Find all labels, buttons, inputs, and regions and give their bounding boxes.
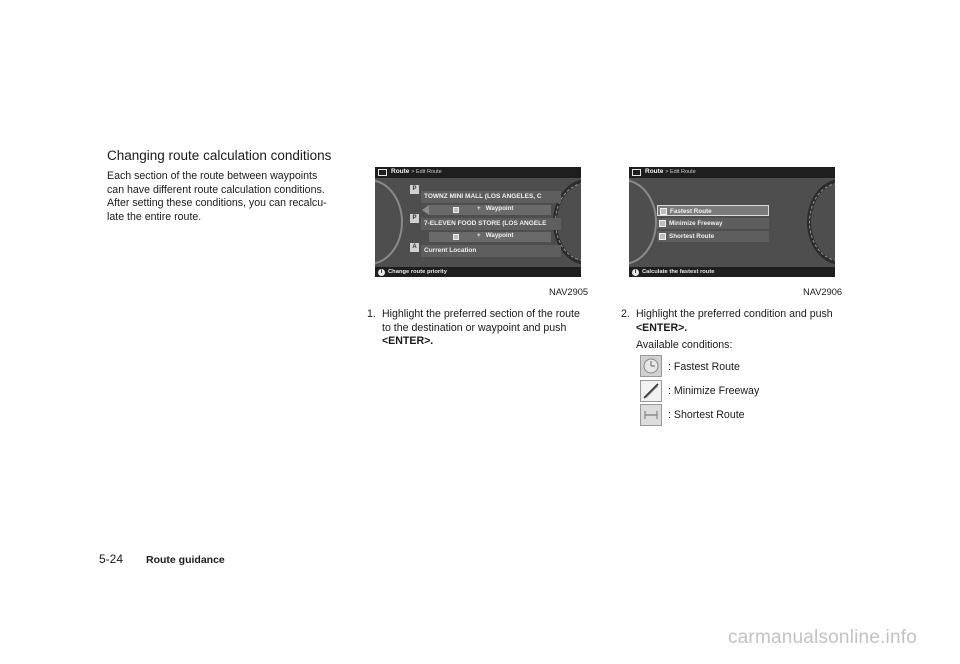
- distance-icon: [640, 404, 662, 426]
- intro-line: late the entire route.: [107, 210, 202, 223]
- page-number: 5-24: [99, 552, 124, 566]
- clock-icon: [640, 355, 662, 377]
- screen-title-bar: [375, 167, 581, 178]
- step-line: Highlight the preferred section of the route: [382, 308, 580, 320]
- selection-arrow-icon: [422, 205, 429, 215]
- condition-label: : Shortest Route: [668, 409, 745, 421]
- status-text: Calculate the fastest route: [642, 268, 715, 275]
- section-title: Changing route calculation conditions: [107, 148, 332, 163]
- info-icon: i: [378, 269, 385, 276]
- figure-caption: NAV2906: [803, 287, 843, 297]
- condition-fastest-route[interactable]: Fastest Route: [657, 205, 769, 216]
- watermark: carmanualsonline.info: [727, 627, 917, 648]
- distance-icon: [659, 233, 666, 240]
- section-name: Route guidance: [146, 554, 225, 566]
- intro-line: After setting these conditions, you can recalcu-: [107, 197, 327, 209]
- clock-icon: [660, 208, 667, 215]
- step-line: to the destination or waypoint and push: [382, 321, 567, 334]
- condition-icon: [453, 234, 459, 240]
- status-text: Change route priority: [388, 268, 447, 275]
- route-section-2[interactable]: [429, 232, 551, 242]
- figure-caption: NAV2905: [549, 287, 589, 297]
- left-dial-arc: [629, 179, 657, 265]
- screen-status-bar: [629, 267, 835, 277]
- available-conditions-label: Available conditions:: [636, 339, 733, 351]
- intro-line: Each section of the route between waypoints: [107, 170, 318, 182]
- waypoint-pin-icon: P: [410, 185, 419, 194]
- route-section-1[interactable]: [429, 205, 551, 215]
- edit-route-screen-2: [629, 167, 835, 277]
- route-icon: [378, 169, 387, 176]
- screen-status-bar: [375, 267, 581, 277]
- screen-title: Route > Edit Route: [391, 168, 442, 175]
- freeway-icon: [659, 220, 666, 227]
- screen-title-bar: [629, 167, 835, 178]
- condition-shortest-route[interactable]: Shortest Route: [657, 231, 769, 242]
- intro-paragraph: [107, 170, 345, 224]
- route-row-destination[interactable]: TOWNZ MINI MALL (LOS ANGELES, C: [421, 191, 561, 203]
- current-location-icon: A: [410, 243, 419, 252]
- condition-label: : Minimize Freeway: [668, 385, 760, 397]
- waypoint-label: + Waypoint: [477, 205, 514, 212]
- condition-icon: [453, 207, 459, 213]
- info-icon: i: [632, 269, 639, 276]
- route-row-current-location[interactable]: Current Location: [421, 245, 561, 257]
- freeway-icon: [640, 380, 662, 402]
- waypoint-pin-icon: P: [410, 214, 419, 223]
- intro-line: can have different route calculation conditions.: [107, 183, 325, 196]
- step-line: <ENTER>.: [382, 335, 434, 347]
- condition-minimize-freeway[interactable]: Minimize Freeway: [657, 218, 769, 229]
- step-1-text: [382, 308, 597, 349]
- screen-title: Route > Edit Route: [645, 168, 696, 175]
- edit-route-screen-1: [375, 167, 581, 277]
- route-row-waypoint[interactable]: 7-ELEVEN FOOD STORE (LOS ANGELE: [421, 218, 561, 230]
- left-dial-arc: [375, 179, 403, 265]
- step-line: <ENTER>.: [636, 321, 688, 334]
- step-2-number: 2.: [621, 308, 630, 320]
- condition-label: : Fastest Route: [668, 361, 740, 373]
- route-icon: [632, 169, 641, 176]
- step-1-number: 1.: [367, 308, 376, 320]
- waypoint-label: + Waypoint: [477, 232, 514, 239]
- step-2-text: [636, 308, 854, 335]
- step-line: Highlight the preferred condition and push: [636, 308, 833, 320]
- right-dial-ticks: [809, 183, 835, 261]
